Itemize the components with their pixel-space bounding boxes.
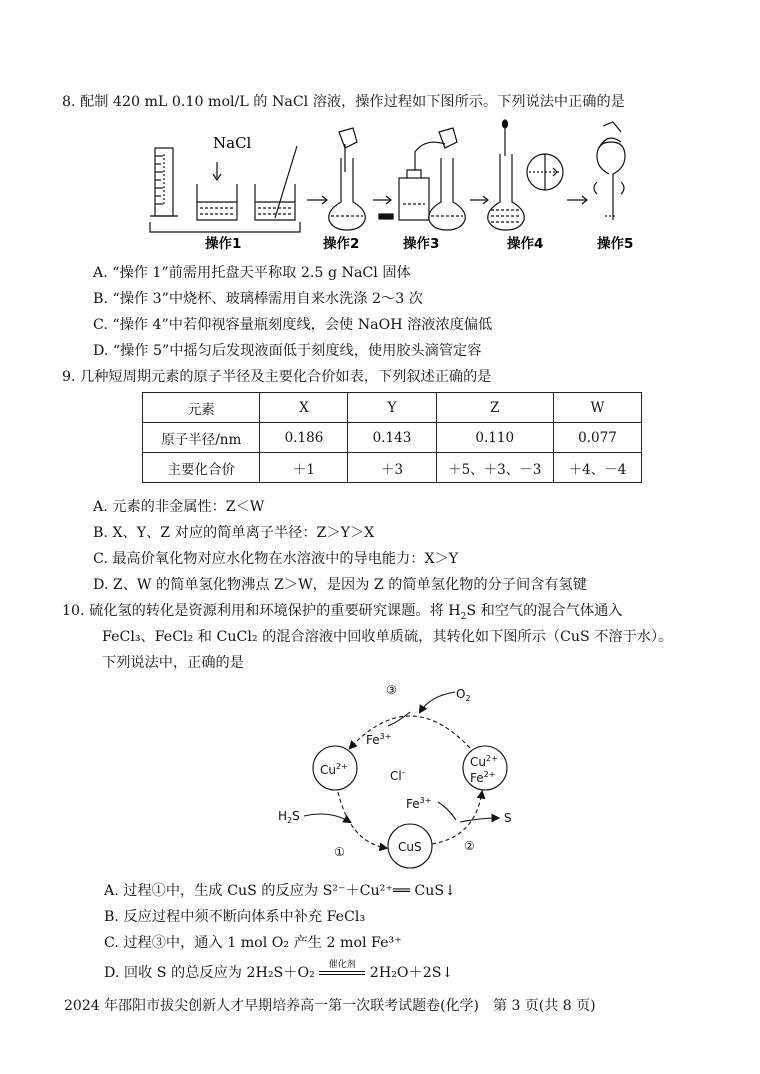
- nacl-label: NaCl: [213, 134, 252, 152]
- q8-stem: 8. 配制 420 mL 0.10 mol/L 的 NaCl 溶液，操作过程如下图所示。下列说法中正确的是: [62, 94, 625, 110]
- volumetric-flask-icon: [329, 128, 366, 230]
- q9-option-d: D. Z、W 的简单氢化物沸点 Z＞W，是因为 Z 的简单氢化物的分子间含有氢键: [93, 577, 587, 593]
- fe-text: Fe: [470, 771, 484, 785]
- q8-option-a: A. “操作 1”前需用托盘天平称取 2.5 g NaCl 固体: [93, 265, 411, 281]
- volumetric-flask-icon: [429, 128, 466, 230]
- fe3-sup: 3+: [379, 732, 392, 741]
- table-header-cell: Z: [436, 393, 553, 423]
- s-text: S: [292, 809, 300, 823]
- s-label: S: [504, 811, 512, 825]
- q10-option-d-right: 2H₂O＋2S↓: [369, 965, 454, 981]
- cl-text: Cl: [390, 769, 402, 783]
- element-table: [142, 392, 642, 483]
- cl-label: [390, 768, 405, 783]
- table-cell: 0.143: [348, 423, 436, 453]
- table-row: [143, 423, 642, 453]
- step3-label: ③: [386, 683, 397, 697]
- o2-text: O: [456, 687, 466, 701]
- cu-sup: 2+: [485, 754, 498, 763]
- q10-option-b: B. 反应过程中须不断向体系中补充 FeCl₃: [104, 909, 366, 925]
- op2-label: 操作2: [323, 236, 360, 252]
- op5-label: 操作5: [597, 236, 634, 252]
- q10-option-d-left: D. 回收 S 的总反应为 2H₂S＋O₂: [104, 965, 315, 981]
- table-cell: 0.110: [436, 423, 553, 453]
- fe3-text: Fe: [366, 733, 380, 747]
- cus-label: CuS: [398, 840, 422, 854]
- cu-text: Cu: [470, 755, 486, 769]
- table-row: [143, 453, 642, 483]
- cu-sup: 2+: [335, 762, 348, 771]
- o2-sub: 2: [465, 694, 471, 703]
- q9-stem: 9. 几种短周期元素的原子半径及主要化合价如表，下列叙述正确的是: [62, 369, 492, 385]
- table-header-cell: Y: [348, 393, 436, 423]
- cu2-left-label: [320, 762, 348, 777]
- magnifier-icon: [527, 154, 563, 190]
- wash-bottle-icon: [379, 142, 445, 220]
- q8-option-c: C. “操作 4”中若仰视容量瓶刻度线，会使 NaOH 溶液浓度偏低: [93, 317, 493, 333]
- sulfur-cycle-diagram: [270, 672, 530, 872]
- q8-figure: [145, 118, 635, 253]
- op3-label: 操作3: [403, 236, 440, 252]
- h2s-label: [278, 809, 300, 825]
- table-header-cell: 元素: [143, 393, 260, 423]
- beaker-icon: [197, 184, 237, 220]
- q9-option-a: A. 元素的非金属性：Z＜W: [93, 499, 265, 515]
- table-row: [143, 393, 642, 423]
- fe3-top-label: [366, 732, 391, 747]
- cu2-right-label: [470, 754, 498, 769]
- fe2-right-label: [470, 770, 495, 785]
- o2-label: [456, 687, 471, 703]
- table-cell: 0.077: [553, 423, 641, 453]
- cu-text: Cu: [320, 763, 336, 777]
- q8-option-d: D. “操作 5”中摇匀后发现液面低于刻度线，使用胶头滴管定容: [93, 343, 482, 359]
- table-cell: ＋1: [260, 453, 348, 483]
- q10-option-c: C. 过程③中，通入 1 mol O₂ 产生 2 mol Fe³⁺: [104, 935, 402, 951]
- page-footer: 2024 年邵阳市拔尖创新人才早期培养高一第一次联考试题卷(化学) 第 3 页(共 8 页): [64, 998, 596, 1014]
- q9-option-b: B. X、Y、Z 对应的简单离子半径：Z＞Y＞X: [93, 525, 375, 541]
- fe3-text: Fe: [406, 797, 420, 811]
- fe-sup: 2+: [483, 770, 496, 779]
- dropper-flask-icon: [488, 120, 525, 230]
- catalyst-arrow: [319, 960, 365, 975]
- q10-stem-line1: [62, 600, 623, 622]
- h2s-sub: 2: [287, 816, 293, 825]
- q10-option-d: [104, 962, 453, 982]
- q10-stem-line2: FeCl₃、FeCl₂ 和 CuCl₂ 的混合溶液中回收单质硫，其转化如下图所示（CuS 不溶于水）。: [102, 629, 673, 645]
- step1-label: ①: [334, 845, 345, 859]
- table-cell: ＋3: [348, 453, 436, 483]
- h-text: H: [278, 809, 288, 823]
- step2-label: ②: [464, 839, 475, 853]
- table-cell: ＋5、＋3、－3: [436, 453, 553, 483]
- q10-stem-part: 10. 硫化氢的转化是资源利用和环境保护的重要研究课题。将 H: [62, 603, 461, 619]
- table-cell: 0.186: [260, 423, 348, 453]
- subscript: 2: [460, 611, 467, 622]
- table-header-cell: X: [260, 393, 348, 423]
- table-header-cell: W: [553, 393, 641, 423]
- q9-option-c: C. 最高价氧化物对应水化物在水溶液中的导电能力：X＞Y: [93, 551, 459, 567]
- q10-stem-line3: 下列说法中，正确的是: [102, 655, 244, 671]
- catalyst-label: 催化剂: [328, 960, 356, 970]
- table-cell: ＋4、－4: [553, 453, 641, 483]
- fe3-mid-label: [406, 796, 431, 811]
- q8-option-b: B. “操作 3”中烧杯、玻璃棒需用自来水洗涤 2～3 次: [93, 291, 423, 307]
- cl-sup: -: [401, 768, 405, 778]
- shaking-flask-icon: [594, 122, 625, 220]
- graduated-cylinder-icon: [150, 148, 178, 216]
- op1-label: 操作1: [205, 236, 242, 252]
- table-cell: 主要化合价: [143, 453, 260, 483]
- op4-label: 操作4: [507, 236, 544, 252]
- beaker-with-rod-icon: [255, 146, 297, 220]
- q10-stem-part: S 和空气的混合气体通入: [466, 603, 623, 619]
- q10-option-a: A. 过程①中，生成 CuS 的反应为 S²⁻＋Cu²⁺══ CuS↓: [104, 883, 457, 899]
- fe3-sup: 3+: [419, 796, 432, 805]
- table-cell: 原子半径/nm: [143, 423, 260, 453]
